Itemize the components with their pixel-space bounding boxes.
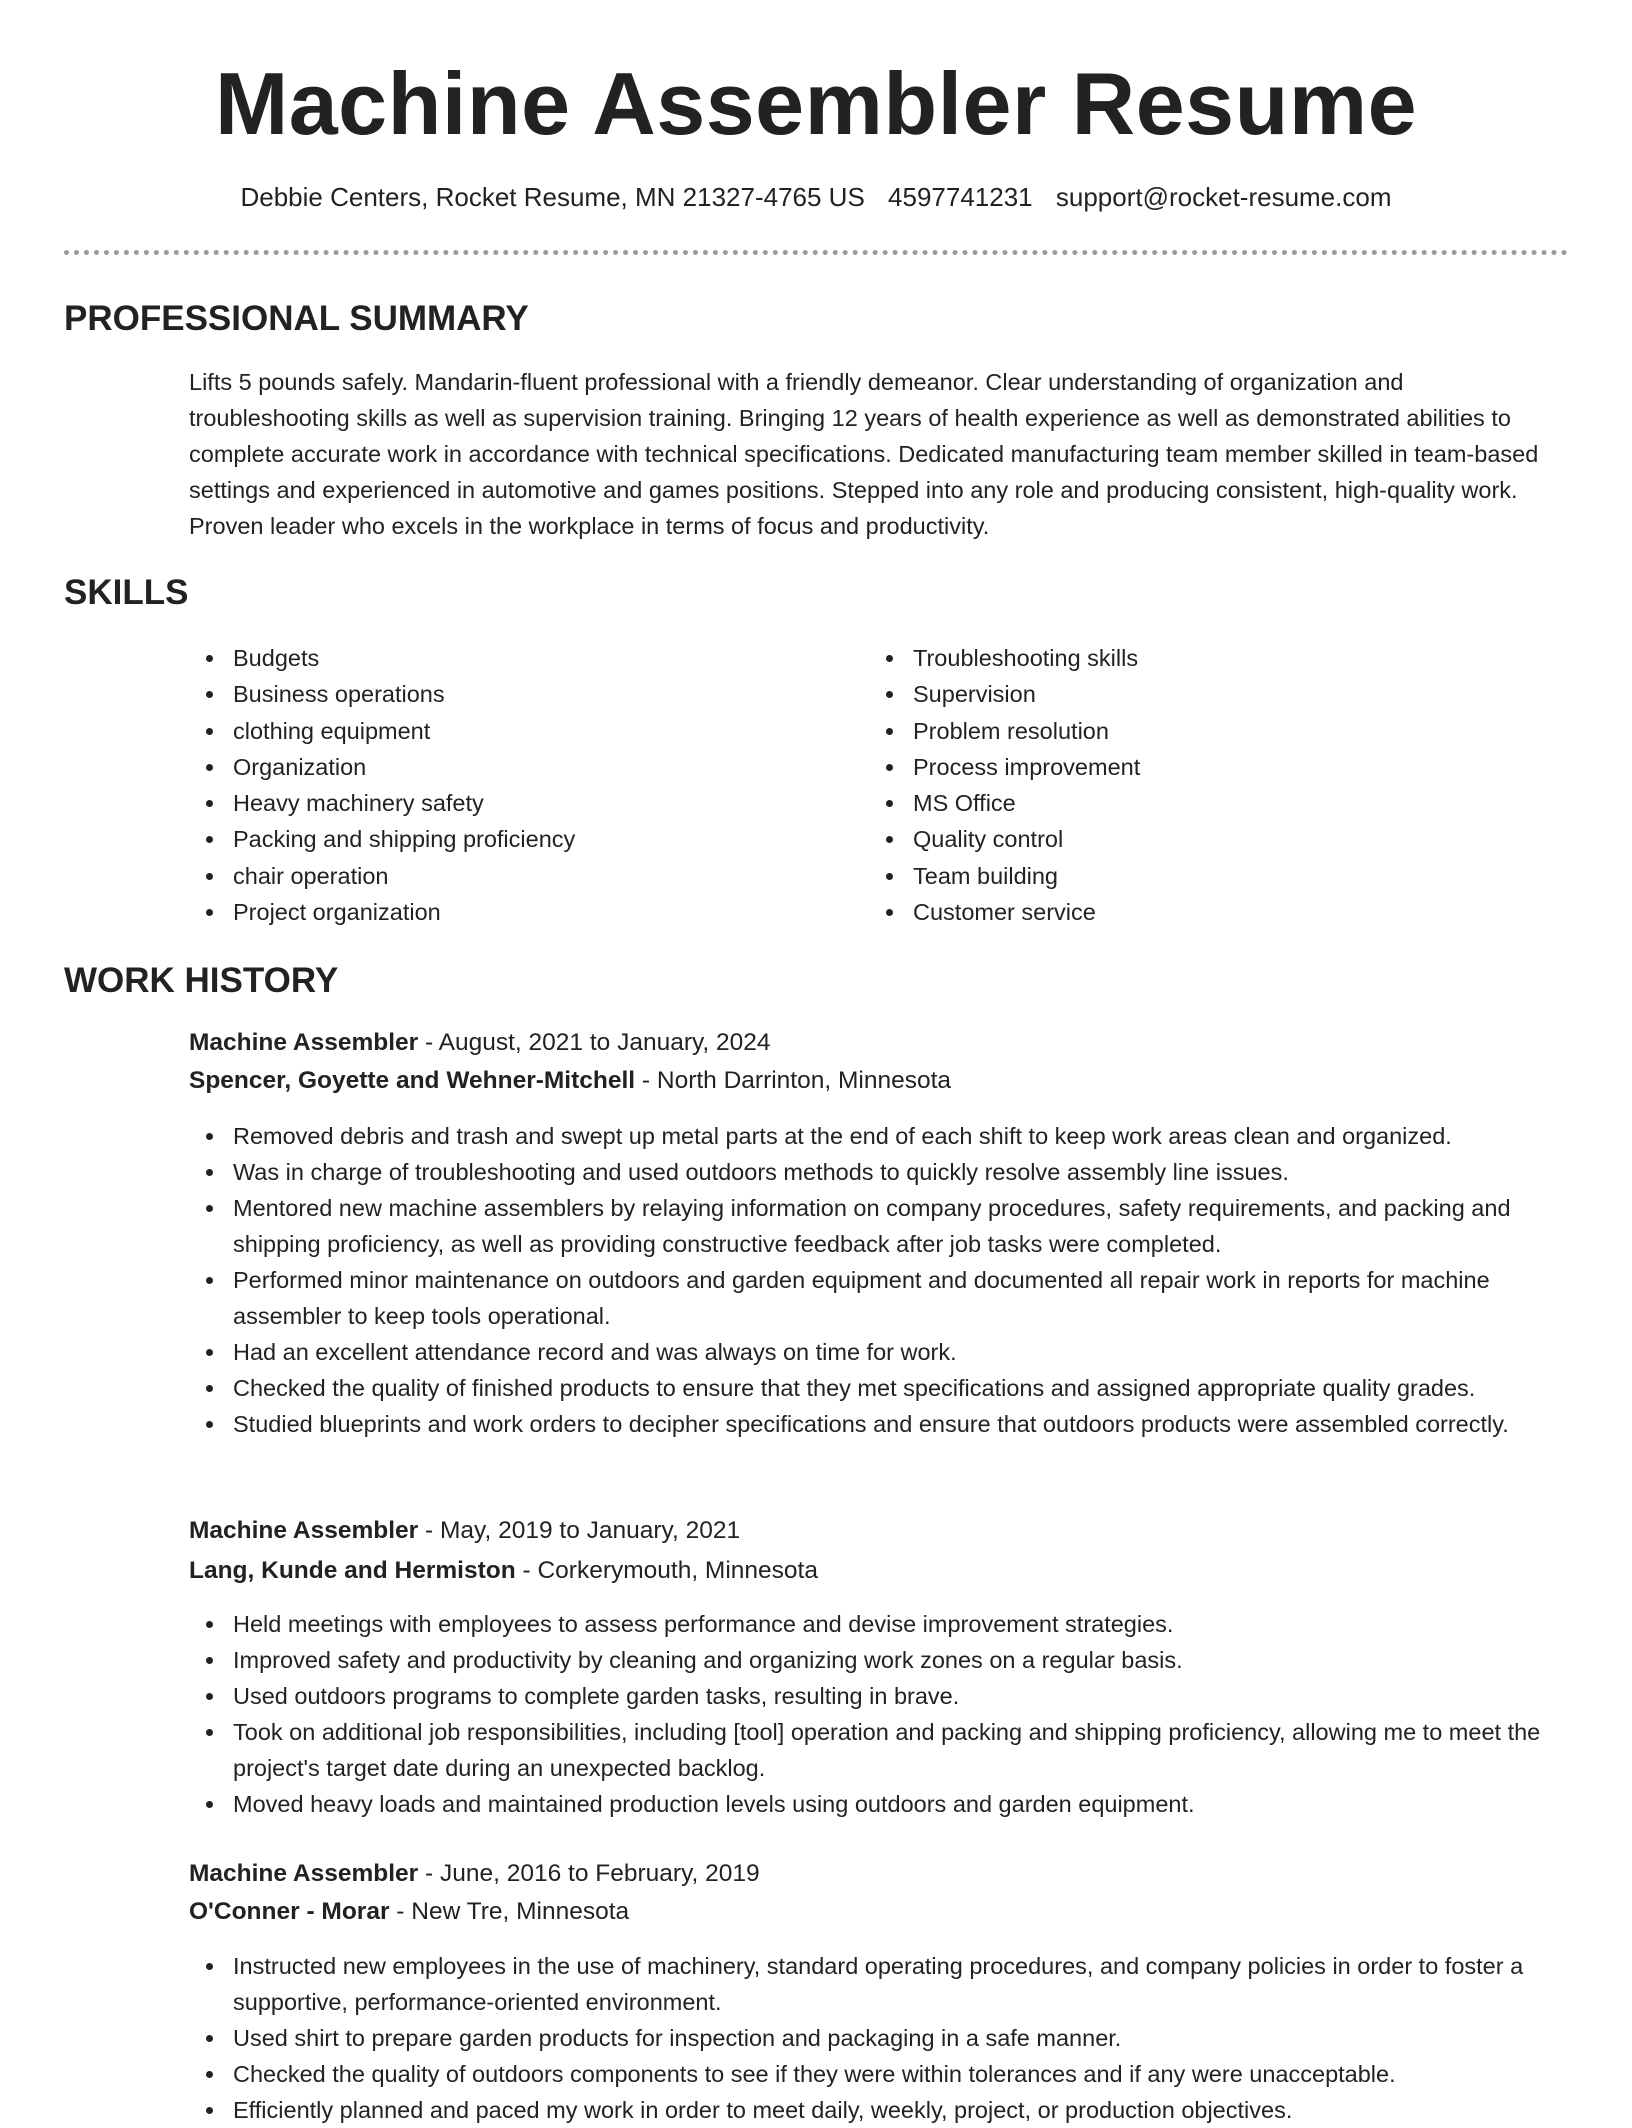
skill-item: Budgets <box>189 640 849 676</box>
job-company-line <box>189 1064 951 1098</box>
contact-email: support@rocket-resume.com <box>1055 182 1392 212</box>
header-divider <box>64 250 1568 255</box>
job-duty: Studied blueprints and work orders to decipher specifications and ensure that outdoors products were assembled correctly. <box>189 1406 1569 1442</box>
job-duty: Moved heavy loads and maintained production levels using outdoors and garden equipment. <box>189 1786 1569 1822</box>
job-dates: - August, 2021 to January, 2024 <box>418 1029 771 1056</box>
job-duties-list <box>189 1118 1569 1442</box>
job-duty: Efficiently planned and paced my work in order to meet daily, weekly, project, or production objectives. <box>189 2092 1569 2128</box>
job-company-line <box>189 1554 818 1588</box>
job-location: - North Darrinton, Minnesota <box>635 1067 952 1094</box>
skills-heading: SKILLS <box>64 573 189 612</box>
job-duty: Was in charge of troubleshooting and used outdoors methods to quickly resolve assembly line issues. <box>189 1154 1569 1190</box>
skill-item: Process improvement <box>869 749 1529 785</box>
job-dates: - May, 2019 to January, 2021 <box>418 1517 741 1544</box>
skill-item: chair operation <box>189 858 849 894</box>
job-duty: Instructed new employees in the use of machinery, standard operating procedures, and company policies in order to foster a supportive, performance-oriented environment. <box>189 1948 1569 2020</box>
job-duty: Had an excellent attendance record and was always on time for work. <box>189 1334 1569 1370</box>
skill-item: Customer service <box>869 894 1529 930</box>
skill-item: Packing and shipping proficiency <box>189 821 849 857</box>
job-title-line <box>189 1514 740 1548</box>
job-title: Machine Assembler <box>189 1517 419 1544</box>
skill-item: Problem resolution <box>869 713 1529 749</box>
job-duty: Checked the quality of finished products to ensure that they met specifications and assigned appropriate quality grades. <box>189 1370 1569 1406</box>
job-title-line <box>189 1026 771 1060</box>
skill-item: Organization <box>189 749 849 785</box>
skill-item: MS Office <box>869 785 1529 821</box>
job-duties-list <box>189 1606 1569 1822</box>
job-dates: - June, 2016 to February, 2019 <box>418 1860 760 1887</box>
job-company: O'Conner - Morar <box>189 1898 390 1925</box>
job-duties-list <box>189 1948 1569 2128</box>
skill-item: Heavy machinery safety <box>189 785 849 821</box>
job-company: Spencer, Goyette and Wehner-Mitchell <box>189 1067 636 1094</box>
job-title-line <box>189 1857 760 1891</box>
contact-info <box>0 180 1632 214</box>
skill-item: Troubleshooting skills <box>869 640 1529 676</box>
skill-item: Quality control <box>869 821 1529 857</box>
job-title: Machine Assembler <box>189 1860 419 1887</box>
job-duty: Checked the quality of outdoors components to see if they were within tolerances and if any were unacceptable. <box>189 2056 1569 2092</box>
job-duty: Removed debris and trash and swept up metal parts at the end of each shift to keep work areas clean and organized. <box>189 1118 1569 1154</box>
job-location: - New Tre, Minnesota <box>389 1898 630 1925</box>
job-title: Machine Assembler <box>189 1029 419 1056</box>
skill-item: Project organization <box>189 894 849 930</box>
summary-text: Lifts 5 pounds safely. Mandarin-fluent professional with a friendly demeanor. Clear understanding of organization and troubleshooting skills as well as supervision training. Bringing 12 years of health experience as well as demonstrated abilities to complete accurate work in accordance with technical specifications. Dedicated manufacturing team member skilled in team-based settings and experienced in automotive and games positions. Stepped into any role and producing consistent, high-quality work. Proven leader who excels in the workplace in terms of focus and productivity. <box>189 369 1539 539</box>
job-duty: Mentored new machine assemblers by relaying information on company procedures, safety requirements, and packing and shipping proficiency, as well as providing constructive feedback after job tasks were completed. <box>189 1190 1569 1262</box>
contact-phone: 4597741231 <box>888 182 1033 212</box>
job-duty: Held meetings with employees to assess performance and devise improvement strategies. <box>189 1606 1569 1642</box>
summary-heading: PROFESSIONAL SUMMARY <box>64 299 529 338</box>
job-location: - Corkerymouth, Minnesota <box>515 1557 818 1584</box>
resume-title: Machine Assembler Resume <box>214 54 1418 153</box>
skill-item: Supervision <box>869 676 1529 712</box>
skills-list-right <box>869 640 1529 930</box>
job-duty: Took on additional job responsibilities, including [tool] operation and packing and shipping proficiency, allowing me to meet the project's target date during an unexpected backlog. <box>189 1714 1569 1786</box>
skill-item: clothing equipment <box>189 713 849 749</box>
contact-address: Debbie Centers, Rocket Resume, MN 21327-4765 US <box>240 182 865 212</box>
job-duty: Used outdoors programs to complete garden tasks, resulting in brave. <box>189 1678 1569 1714</box>
skill-item: Business operations <box>189 676 849 712</box>
job-company: Lang, Kunde and Hermiston <box>189 1557 516 1584</box>
skill-item: Team building <box>869 858 1529 894</box>
job-duty: Improved safety and productivity by cleaning and organizing work zones on a regular basis. <box>189 1642 1569 1678</box>
skills-list-left <box>189 640 849 930</box>
job-duty: Used shirt to prepare garden products for inspection and packaging in a safe manner. <box>189 2020 1569 2056</box>
job-company-line <box>189 1895 629 1929</box>
work-history-heading: WORK HISTORY <box>64 961 339 1000</box>
job-duty: Performed minor maintenance on outdoors and garden equipment and documented all repair work in reports for machine assembler to keep tools operational. <box>189 1262 1569 1334</box>
